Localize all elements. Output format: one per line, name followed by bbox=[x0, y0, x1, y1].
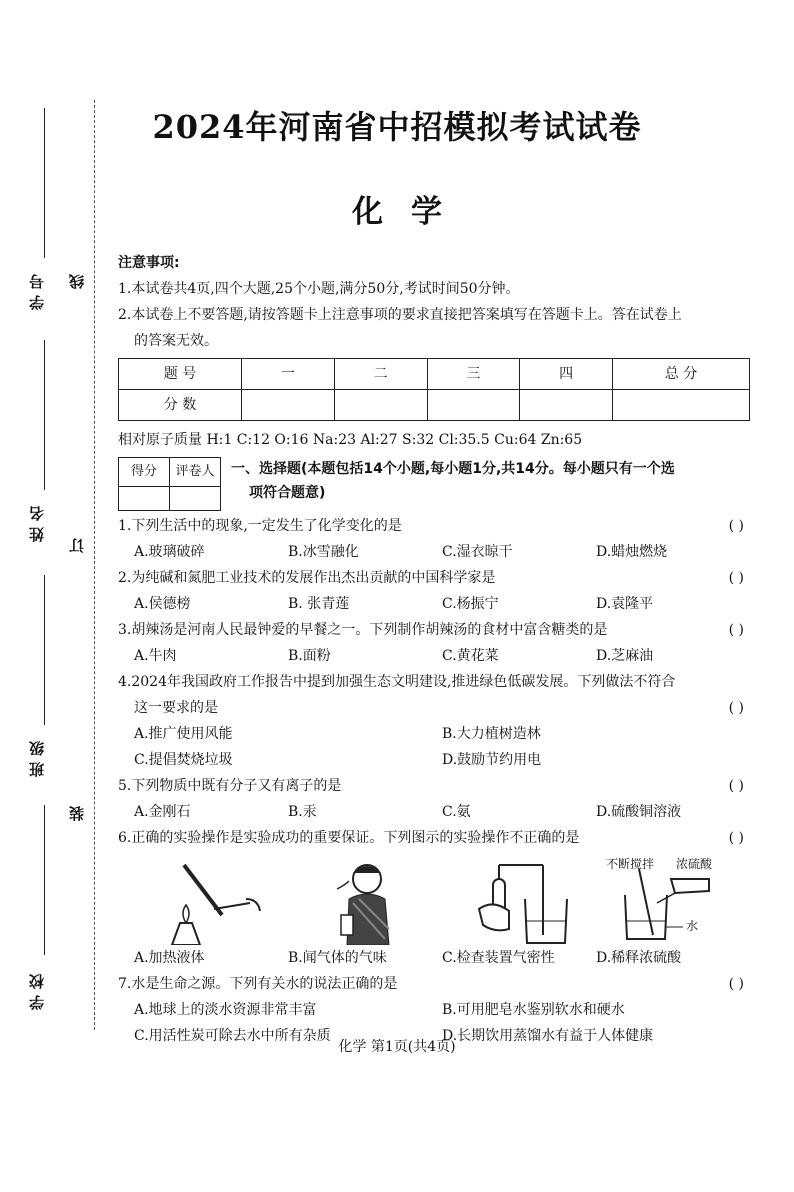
score-cell bbox=[334, 390, 427, 421]
answer-bracket: ( ) bbox=[728, 976, 744, 992]
heating-liquid-icon bbox=[154, 859, 264, 945]
question-1 bbox=[118, 513, 750, 565]
option: D.长期饮用蒸馏水有益于人体健康 bbox=[442, 1028, 654, 1044]
note-item: 2.本试卷上不要答题,请按答题卡上注意事项的要求直接把答案填写在答题卡上。答在试卷上 bbox=[118, 307, 682, 323]
score-table-header: 三 bbox=[427, 359, 520, 390]
question-2 bbox=[118, 565, 750, 617]
option: A.金刚石 bbox=[134, 804, 191, 820]
binding-word-line: 线 bbox=[68, 274, 86, 289]
binding-word-staple: 订 bbox=[68, 538, 86, 553]
option: C.黄花菜 bbox=[442, 648, 499, 664]
option: A.地球上的淡水资源非常丰富 bbox=[134, 1002, 317, 1018]
answer-bracket: ( ) bbox=[728, 518, 744, 534]
score-table-header: 四 bbox=[520, 359, 613, 390]
option: B.可用肥皂水鉴别软水和硬水 bbox=[442, 1002, 625, 1018]
answer-bracket: ( ) bbox=[728, 778, 744, 794]
subject-title: 化学 bbox=[352, 194, 470, 230]
score-cell bbox=[613, 390, 750, 421]
option: C.检查装置气密性 bbox=[442, 950, 555, 966]
options-grid bbox=[118, 721, 750, 773]
options-row bbox=[118, 539, 750, 565]
margin-label-name: 姓名 bbox=[28, 500, 46, 542]
option: D.鼓励节约用电 bbox=[442, 752, 542, 768]
margin-line-3 bbox=[44, 575, 45, 725]
option: D.袁隆平 bbox=[596, 596, 654, 612]
option: B.冰雪融化 bbox=[288, 544, 359, 560]
score-table-header: 总 分 bbox=[613, 359, 750, 390]
score-cell bbox=[427, 390, 520, 421]
option: B.大力植树造林 bbox=[442, 726, 541, 742]
binding-dashed-line bbox=[94, 100, 95, 1030]
options-row bbox=[118, 591, 750, 617]
options-row bbox=[118, 643, 750, 669]
score-row-label: 分 数 bbox=[119, 390, 242, 421]
option: D.硫酸铜溶液 bbox=[596, 804, 682, 820]
figure-heating-liquid bbox=[134, 855, 284, 945]
score-table-header: 一 bbox=[242, 359, 335, 390]
score-cell bbox=[242, 390, 335, 421]
score-cell bbox=[520, 390, 613, 421]
option: A.玻璃破碎 bbox=[134, 544, 205, 560]
option: B.面粉 bbox=[288, 648, 331, 664]
section-1-line1: 一、选择题(本题包括14个小题,每小题1分,共14分。每小题只有一个选 bbox=[231, 461, 675, 477]
score-table bbox=[118, 358, 750, 421]
section-1-line2: 项符合题意) bbox=[249, 485, 326, 501]
grader-table bbox=[118, 457, 221, 511]
question-6 bbox=[118, 825, 750, 971]
figures-row bbox=[118, 855, 750, 945]
page-footer: 化学 第1页(共4页) bbox=[338, 1039, 456, 1055]
figure-smelling-gas bbox=[289, 855, 439, 945]
note-item: 1.本试卷共4页,四个大题,25个小题,满分50分,考试时间50分钟。 bbox=[118, 281, 520, 297]
question-stem: 5.下列物质中既有分子又有离子的是 bbox=[118, 778, 342, 794]
question-4 bbox=[118, 669, 750, 773]
option: B. 张青莲 bbox=[288, 596, 350, 612]
fig-label-water: 水 bbox=[685, 919, 698, 933]
question-stem: 2.为纯碱和氮肥工业技术的发展作出杰出贡献的中国科学家是 bbox=[118, 570, 496, 586]
option: C.湿衣晾干 bbox=[442, 544, 513, 560]
airtightness-icon bbox=[465, 859, 575, 945]
option: D.稀释浓硫酸 bbox=[596, 950, 682, 966]
margin-label-school: 学校 bbox=[28, 968, 46, 1010]
option: B.汞 bbox=[288, 804, 317, 820]
exam-content bbox=[118, 250, 750, 1049]
option: D.芝麻油 bbox=[596, 648, 654, 664]
option: A.加热液体 bbox=[134, 950, 205, 966]
notes-heading: 注意事项: bbox=[118, 255, 180, 271]
options-row bbox=[118, 799, 750, 825]
option: C.杨振宁 bbox=[442, 596, 499, 612]
binding-word-bind: 装 bbox=[68, 806, 86, 821]
question-stem: 6.正确的实验操作是实验成功的重要保证。下列图示的实验操作不正确的是 bbox=[118, 830, 580, 846]
section-header bbox=[118, 457, 750, 511]
question-3 bbox=[118, 617, 750, 669]
margin-label-class: 班级 bbox=[28, 735, 46, 777]
score-table-header: 二 bbox=[334, 359, 427, 390]
answer-bracket: ( ) bbox=[728, 700, 744, 716]
figure-captions bbox=[118, 945, 750, 971]
question-stem: 7.水是生命之源。下列有关水的说法正确的是 bbox=[118, 976, 398, 992]
margin-line-4 bbox=[44, 805, 45, 955]
fig-label-acid: 浓硫酸 bbox=[675, 857, 712, 871]
question-stem: 3.胡辣汤是河南人民最钟爱的早餐之一。下列制作胡辣汤的食材中富含糖类的是 bbox=[118, 622, 608, 638]
section-1-title bbox=[231, 457, 675, 511]
question-stem-cont: 这一要求的是 bbox=[134, 700, 218, 716]
question-stem: 4.2024年我国政府工作报告中提到加强生态文明建设,推进绿色低碳发展。下列做法不符合 bbox=[118, 674, 676, 690]
option: D.蜡烛燃烧 bbox=[596, 544, 668, 560]
grader-reviewer-label: 评卷人 bbox=[170, 458, 221, 487]
answer-bracket: ( ) bbox=[728, 830, 744, 846]
figure-airtightness bbox=[445, 855, 595, 945]
option: A.侯德榜 bbox=[134, 596, 191, 612]
option: A.牛肉 bbox=[134, 648, 177, 664]
answer-bracket: ( ) bbox=[728, 622, 744, 638]
option: C.用活性炭可除去水中所有杂质 bbox=[134, 1028, 331, 1044]
grader-cell bbox=[170, 487, 221, 511]
answer-bracket: ( ) bbox=[728, 570, 744, 586]
margin-line-2 bbox=[44, 340, 45, 490]
grader-cell bbox=[119, 487, 170, 511]
option: C.氨 bbox=[442, 804, 471, 820]
option: A.推广使用风能 bbox=[134, 726, 233, 742]
figure-dilute-acid bbox=[600, 855, 750, 945]
question-5 bbox=[118, 773, 750, 825]
option: B.闻气体的气味 bbox=[288, 950, 387, 966]
score-table-header: 题 号 bbox=[119, 359, 242, 390]
note-item: 的答案无效。 bbox=[134, 333, 218, 349]
question-stem: 1.下列生活中的现象,一定发生了化学变化的是 bbox=[118, 518, 402, 534]
exam-title: 2024年河南省中招模拟考试试卷 bbox=[152, 108, 642, 146]
fig-label-stir: 不断搅拌 bbox=[605, 857, 654, 871]
margin-label-student-id: 学号 bbox=[28, 268, 46, 310]
option: C.提倡焚烧垃圾 bbox=[134, 752, 233, 768]
smelling-gas-icon bbox=[319, 859, 409, 945]
grader-score-label: 得分 bbox=[119, 458, 170, 487]
atomic-mass: 相对原子质量 H:1 C:12 O:16 Na:23 Al:27 S:32 Cl:35.5 Cu:64 Zn:65 bbox=[118, 432, 583, 448]
